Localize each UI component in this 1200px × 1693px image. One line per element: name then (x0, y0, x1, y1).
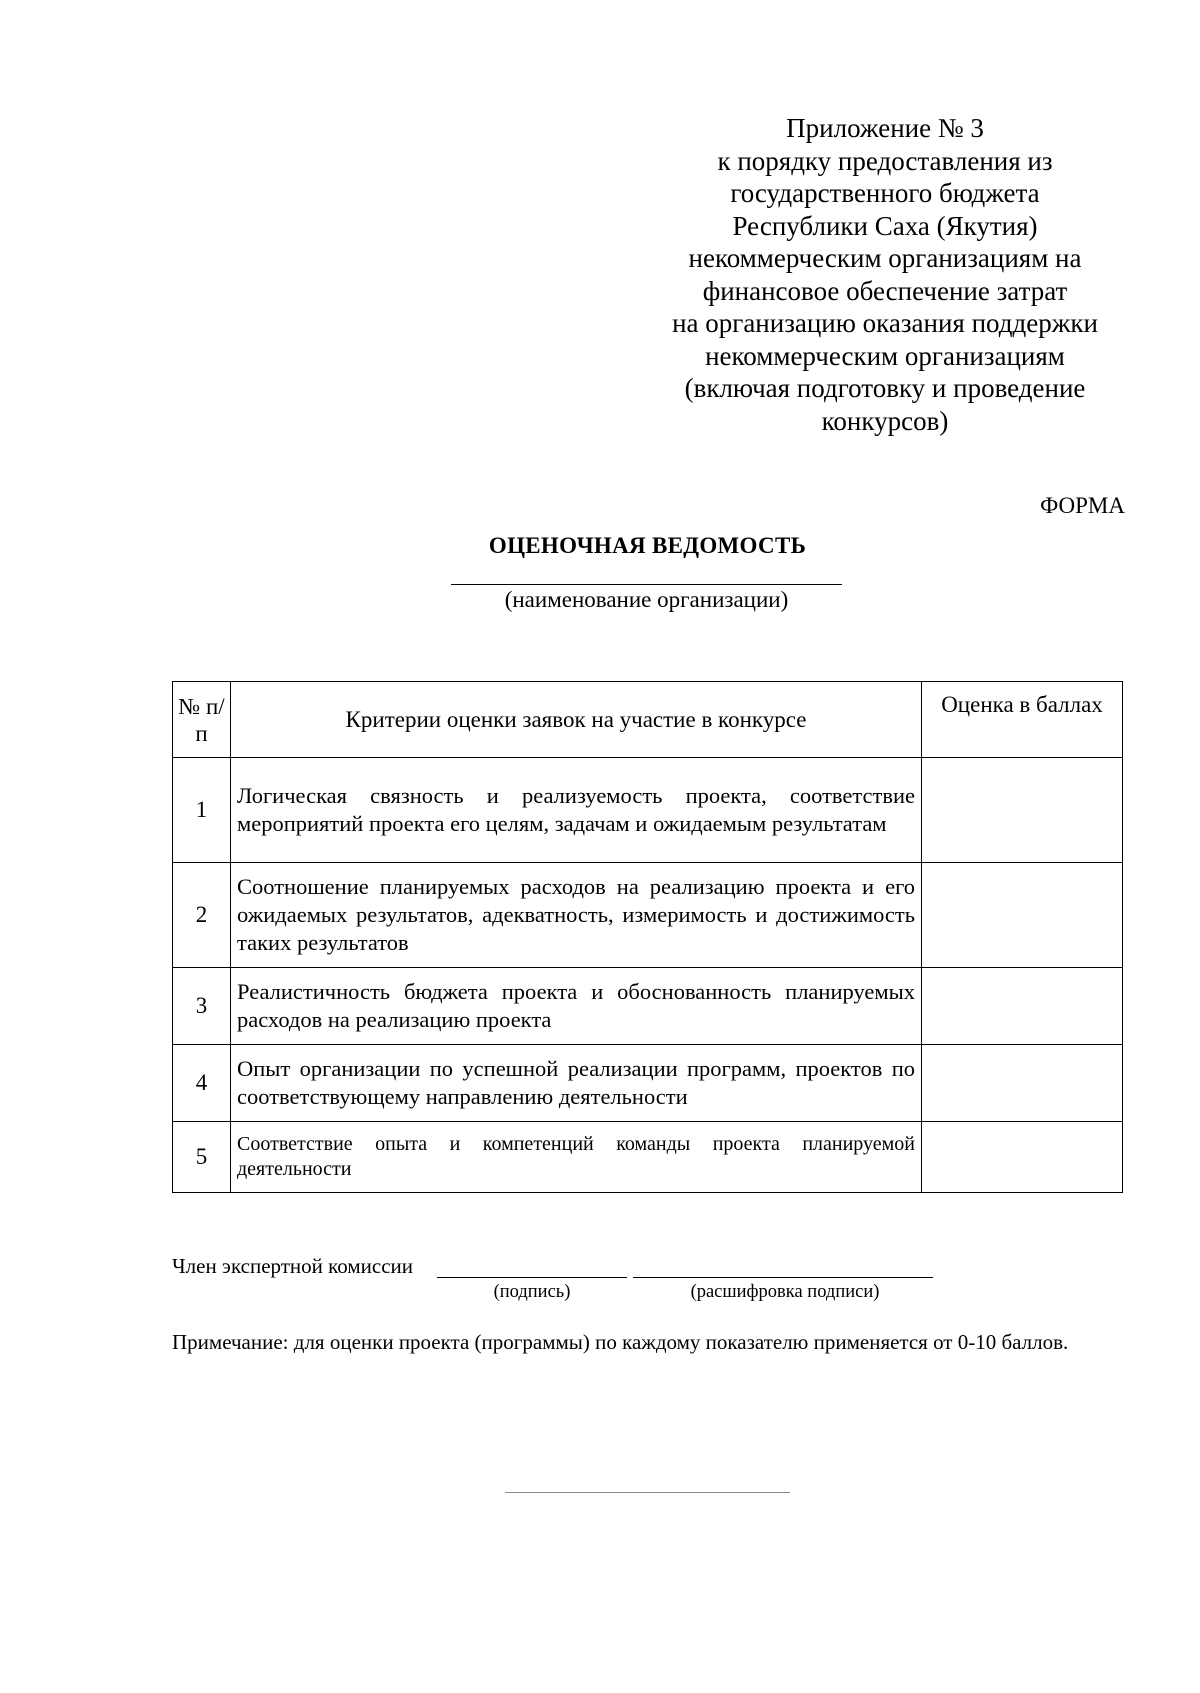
table-row (173, 1122, 1123, 1193)
header-number: № п/п (173, 682, 231, 758)
organization-name-caption: (наименование организации) (504, 587, 789, 612)
criteria-table (172, 681, 1123, 1193)
table-row (173, 758, 1123, 863)
row-criterion: Логическая связность и реализуемость проекта, соответствие мероприятий проекта его целям, задачам и ожидаемым результатам (231, 758, 922, 863)
appendix-header (640, 112, 1130, 437)
appendix-line: конкурсов) (821, 405, 949, 436)
signature-caption: (подпись) (493, 1282, 571, 1302)
table-row (173, 863, 1123, 968)
appendix-line: (включая подготовку и проведение (684, 373, 1086, 403)
signature-decode-caption: (расшифровка подписи) (690, 1282, 880, 1302)
header-score: Оценка в баллах (922, 682, 1123, 758)
note-text: Примечание: для оценки проекта (программы) по каждому показателю применяется от 0-10 баллов. (172, 1330, 1069, 1354)
signature-field[interactable] (437, 1277, 627, 1278)
row-score-cell[interactable] (922, 1045, 1123, 1122)
appendix-line: к порядку предоставления из (717, 145, 1053, 176)
row-number: 4 (173, 1045, 231, 1122)
signature-decode-field[interactable] (633, 1277, 933, 1278)
row-score-cell[interactable] (922, 1122, 1123, 1193)
row-number: 5 (173, 1122, 231, 1193)
end-divider (505, 1492, 790, 1493)
form-label: ФОРМА (1040, 493, 1125, 518)
appendix-line: некоммерческим организациям (705, 340, 1065, 371)
row-criterion: Реалистичность бюджета проекта и обоснованность планируемых расходов на реализацию проекта (231, 968, 922, 1045)
organization-name-field[interactable] (451, 584, 842, 585)
appendix-line: Приложение № 3 (786, 113, 984, 143)
table-header-row (173, 682, 1123, 758)
row-number: 2 (173, 863, 231, 968)
row-criterion: Соотношение планируемых расходов на реализацию проекта и его ожидаемых результатов, адекватность, измеримость и достижимость таких результатов (231, 863, 922, 968)
appendix-line: Республики Саха (Якутия) (732, 210, 1038, 241)
appendix-line: государственного бюджета (730, 178, 1040, 208)
row-criterion: Опыт организации по успешной реализации программ, проектов по соответствующему направлению деятельности (231, 1045, 922, 1122)
row-criterion: Соответствие опыта и компетенций команды проекта планируемой деятельности (231, 1122, 922, 1193)
row-number: 3 (173, 968, 231, 1045)
table-row (173, 968, 1123, 1045)
row-score-cell[interactable] (922, 968, 1123, 1045)
table-row (173, 1045, 1123, 1122)
appendix-line: финансовое обеспечение затрат (702, 275, 1068, 306)
row-score-cell[interactable] (922, 758, 1123, 863)
appendix-line: некоммерческим организациям на (688, 243, 1082, 273)
signature-label: Член экспертной комиссии (172, 1254, 414, 1278)
header-criteria: Критерии оценки заявок на участие в конкурсе (231, 682, 922, 758)
document-title: ОЦЕНОЧНАЯ ВЕДОМОСТЬ (488, 533, 807, 558)
appendix-line: на организацию оказания поддержки (672, 308, 1098, 338)
row-score-cell[interactable] (922, 863, 1123, 968)
row-number: 1 (173, 758, 231, 863)
